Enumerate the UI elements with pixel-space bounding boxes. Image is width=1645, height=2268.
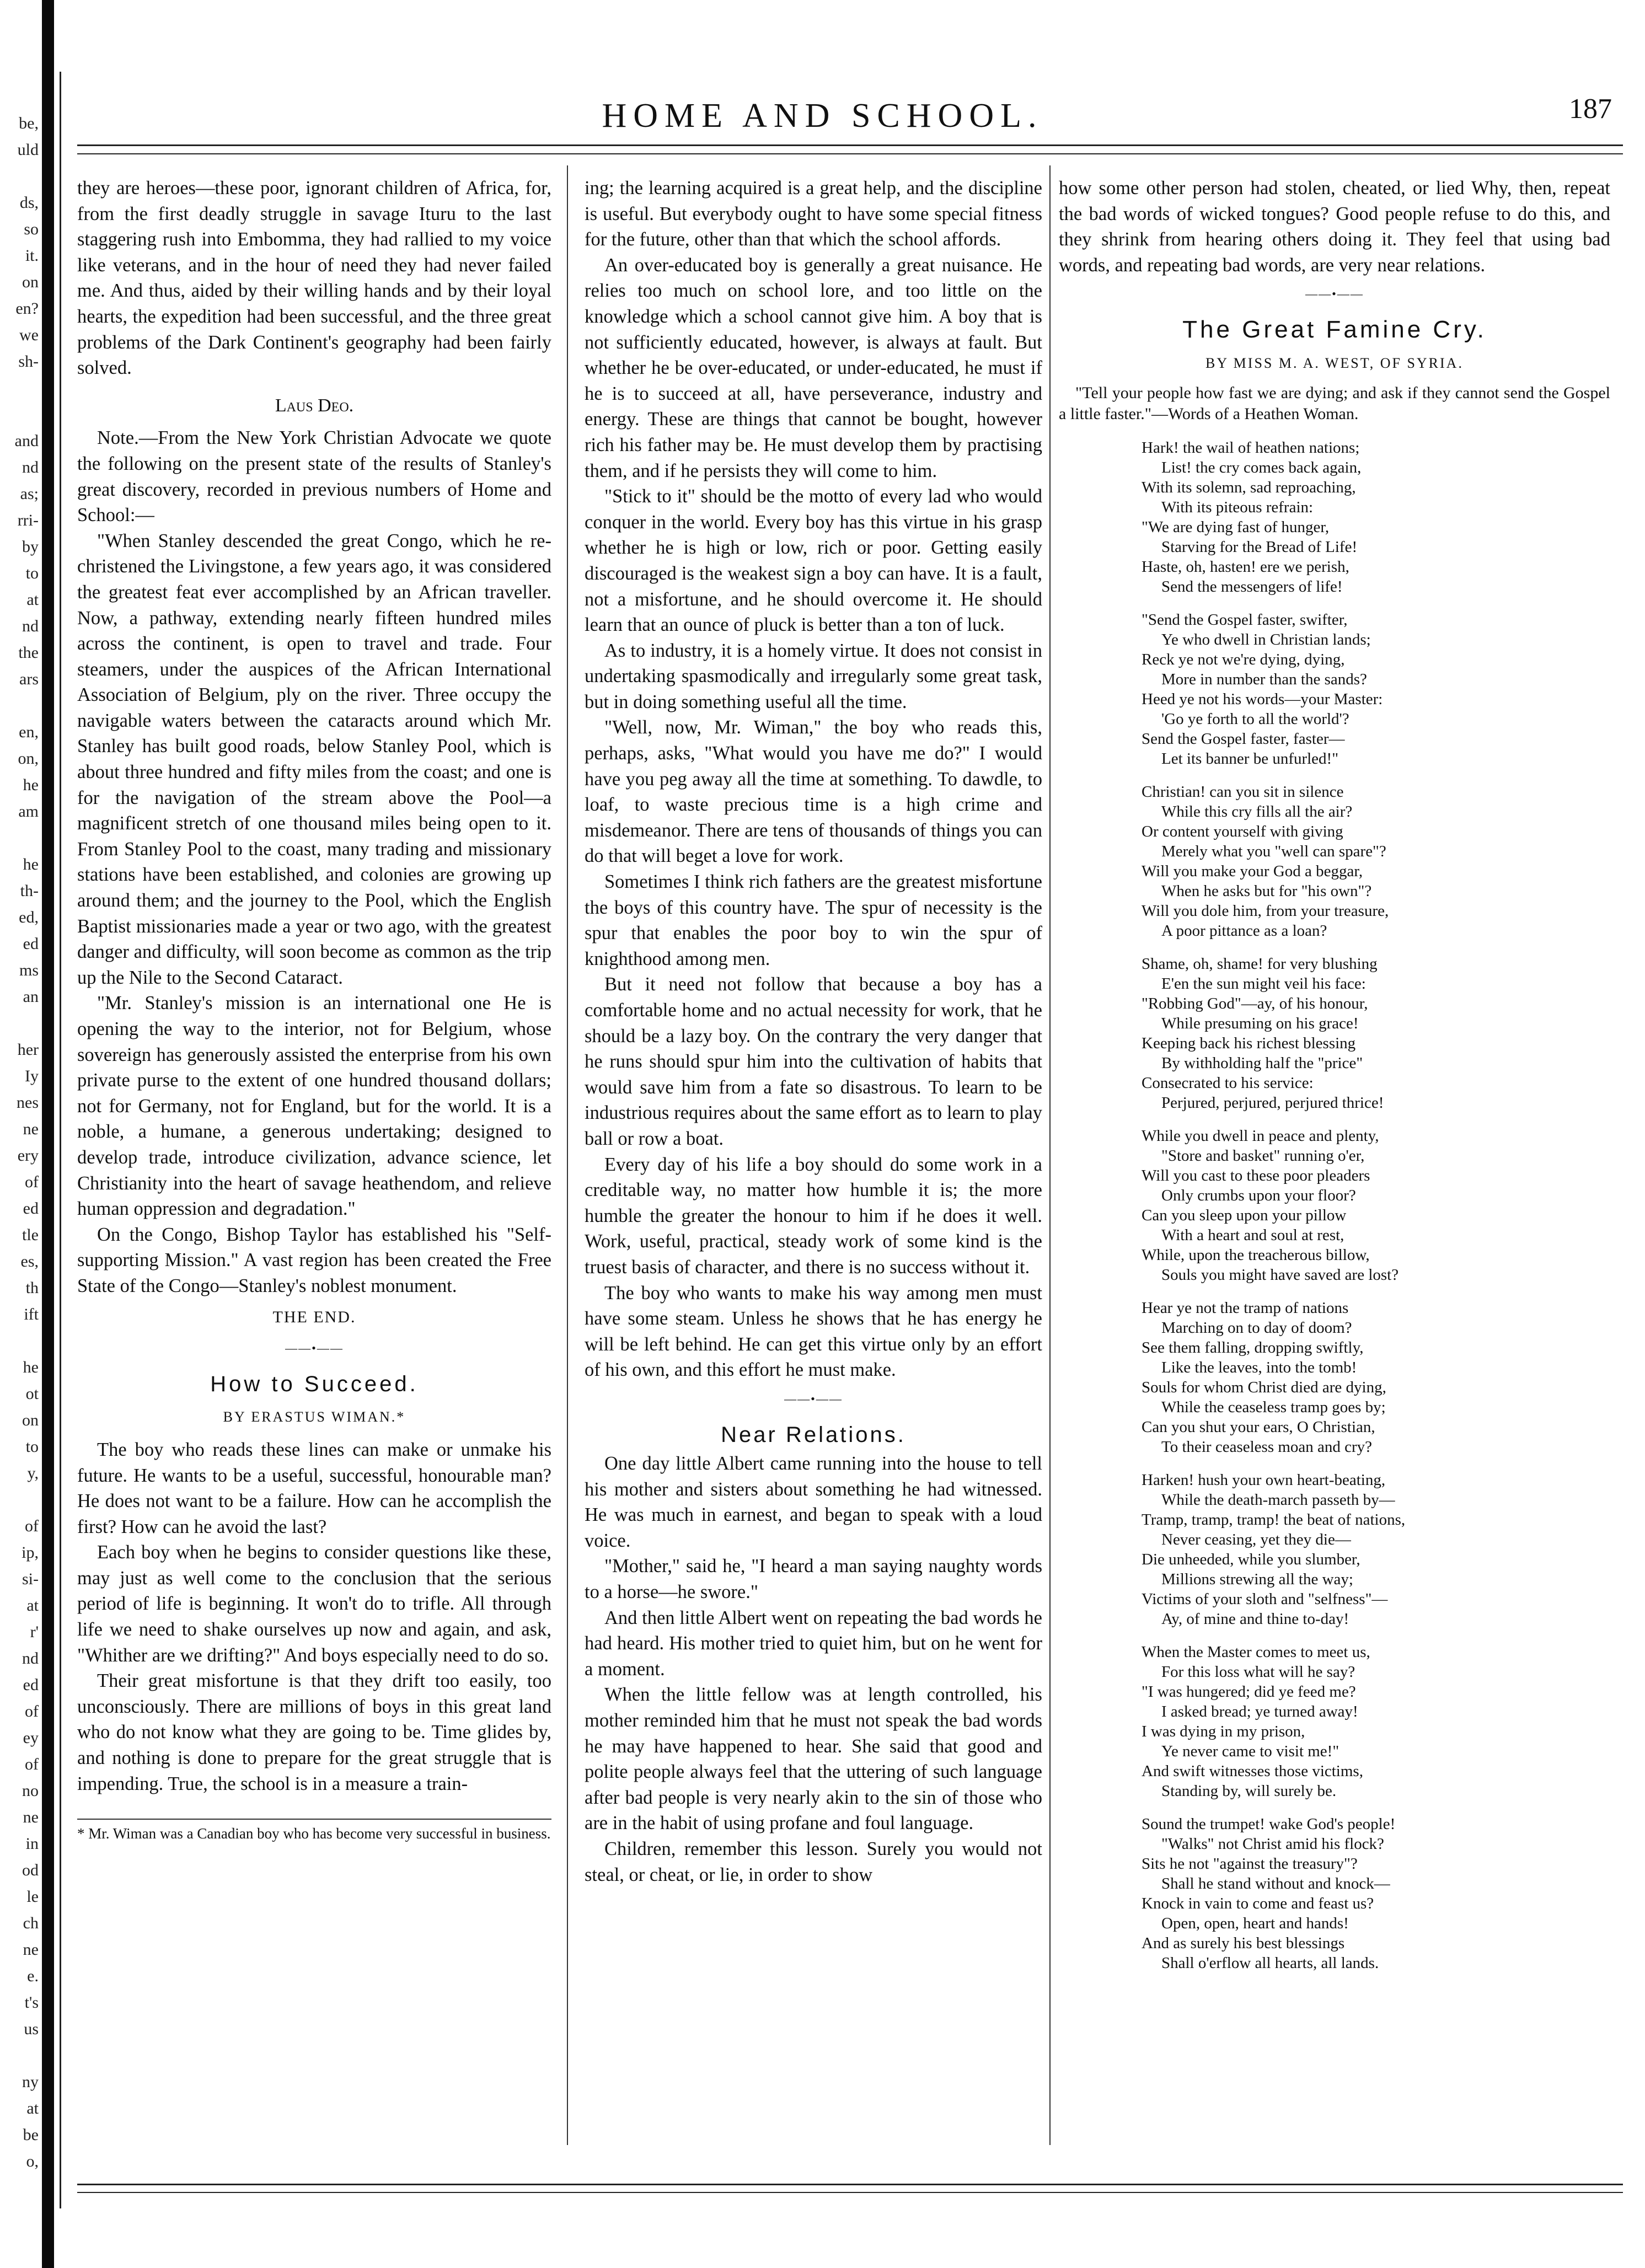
- poem-line: Victims of your sloth and "selfness"—: [1142, 1590, 1388, 1608]
- section-divider: ——•——: [784, 1391, 843, 1406]
- near-paragraph-6: how some other person had stolen, cheated, or lied Why, then, repeat the bad words of wicked tongues? Good people refuse to do this, and they shrink from hearing others doing it. They feel that using bad words, and repeating bad words, are very near relations.: [1059, 178, 1610, 276]
- poem-line: While, upon the treacherous billow,: [1142, 1246, 1370, 1264]
- poem-line: Souls for whom Christ died are dying,: [1142, 1379, 1386, 1397]
- margin-fragment: of: [25, 1702, 39, 1720]
- margin-fragment: nd: [22, 617, 39, 635]
- margin-fragment: an: [23, 988, 39, 1006]
- poem-line: Will you dole him, from your treasure,: [1142, 902, 1389, 920]
- margin-fragment: en?: [15, 299, 39, 318]
- poem-stanza: [1142, 438, 1610, 597]
- succeed-paragraph-8: "Well, now, Mr. Wiman," the boy who reads this, perhaps, asks, "What would you have me do?" I would have you peg away all the time at something. To dawdle, to loaf, to waste precious time is a high crime and misdemeanor. There are tens of thousands of things you can do that will beget a love for work.: [585, 717, 1042, 867]
- margin-fragment: nd: [22, 458, 39, 476]
- succeed-paragraph-9: Sometimes I think rich fathers are the greatest misfortune the boys of this country have. The spur of necessity is the spur that enables the poor boy to win the spur of knighthood among men.: [585, 871, 1042, 969]
- poem-stanza: [1142, 1126, 1610, 1285]
- poem-stanza: [1142, 1642, 1610, 1801]
- margin-fragment: he: [23, 776, 39, 794]
- byline-west: BY MISS M. A. WEST, OF SYRIA.: [1205, 355, 1464, 371]
- margin-fragment: on: [22, 273, 39, 291]
- margin-fragment: ery: [17, 1146, 39, 1165]
- near-paragraph-1: One day little Albert came running into the house to tell his mother and sisters about something he had witnessed. He was much in earnest, and began to speak with a loud voice.: [585, 1453, 1042, 1551]
- poem-line: Haste, oh, hasten! ere we perish,: [1142, 558, 1349, 576]
- margin-fragment: ey: [23, 1729, 39, 1747]
- poem-line: E'en the sun might veil his face:: [1161, 975, 1366, 993]
- poem-line: "I was hungered; did ye feed me?: [1142, 1683, 1356, 1701]
- poem-line: Will you cast to these poor pleaders: [1142, 1167, 1370, 1185]
- margin-fragment: the: [18, 644, 39, 662]
- poem-line: With a heart and soul at rest,: [1161, 1226, 1344, 1245]
- column-divider-2: [1049, 165, 1051, 2145]
- poem-line: Never ceasing, yet they die—: [1161, 1531, 1351, 1549]
- margin-fragment: nd: [22, 1649, 39, 1668]
- article-title-near-relations: Near Relations.: [721, 1422, 906, 1447]
- margin-fragment: [0, 1487, 39, 1513]
- margin-fragment: we: [19, 326, 39, 344]
- poem-line: Send the Gospel faster, faster—: [1142, 730, 1345, 748]
- margin-fragment: of: [25, 1755, 39, 1773]
- poem-line: Ye never came to visit me!": [1161, 1742, 1339, 1761]
- column-1: [77, 175, 551, 1843]
- succeed-paragraph-2: Each boy when he begins to consider questions like these, may just as well come to the conclusion that the serious period of life is beginning. It won't do to trifle. All through life we need to shake ourselves up now and again, and ask, "Whither are we drifting?" And boys especially need to do so.: [77, 1542, 551, 1666]
- poem-line: "Send the Gospel faster, swifter,: [1142, 611, 1348, 629]
- succeed-paragraph-4: ing; the learning acquired is a great help, and the discipline is useful. But everybody ought to have some special fitness for the future, other than that which the school affords.: [585, 178, 1042, 250]
- margin-fragment: th: [25, 1279, 39, 1297]
- margin-fragment: y,: [27, 1464, 39, 1482]
- margin-fragment: [0, 2042, 39, 2069]
- poem-line: Let its banner be unfurled!": [1161, 750, 1339, 768]
- margin-fragment: r': [30, 1623, 39, 1641]
- succeed-paragraph-6: "Stick to it" should be the motto of every lad who would conquer in the world. Every boy has this virtue in his grasp whether he is high or low, rich or poor. Getting easily discouraged is the weakest sign a boy can have. It is a fault, not a misfortune, and he should overcome it. He should learn that an ounce of pluck is better than a ton of luck.: [585, 486, 1042, 636]
- margin-fragment: in: [25, 1835, 39, 1853]
- poem-line: Shall o'erflow all hearts, all lands.: [1161, 1954, 1379, 1972]
- poem-line: Perjured, perjured, perjured thrice!: [1161, 1094, 1384, 1112]
- margin-fragment: es,: [20, 1252, 39, 1270]
- poem-line: Sits he not "against the treasury"?: [1142, 1855, 1358, 1873]
- margin-fragment: ch: [23, 1914, 39, 1932]
- footnote: * Mr. Wiman was a Canadian boy who has become very successful in business.: [77, 1819, 551, 1843]
- poem-line: While presuming on his grace!: [1161, 1015, 1359, 1033]
- poem-line: I was dying in my prison,: [1142, 1723, 1305, 1741]
- margin-fragment: sh-: [18, 352, 39, 371]
- poem-line: Marching on to day of doom?: [1161, 1319, 1352, 1337]
- margin-fragment: uld: [17, 141, 39, 159]
- stanley-paragraph: they are heroes—these poor, ignorant children of Africa, for, from the first deadly struggle in savage Ituru to the last staggering rush into Embomma, they had rallied to my voice like veterans, and in the hour of need they had never failed me. And thus, aided by their willing hands and by their loyal hearts, the expedition had been successful, and the three great problems of the Dark Continent's geography had been fairly solved.: [77, 178, 551, 379]
- margin-fragment: e.: [27, 1967, 39, 1985]
- advocate-quote-2: "Mr. Stanley's mission is an international one He is opening the way to the interior, not for Belgium, whose sovereign has generously assisted the enterprise from his own private purse to the extent of one hundred thousand dollars; not for Germany, not for England, but for the world. It is a noble, a humane, a generous undertaking; designed to develop trade, introduce civilization, advance science, let Christianity into the heart of savage heathendom, and relieve human oppression and degradation.": [77, 993, 551, 1220]
- poem-line: "Store and basket" running o'er,: [1161, 1147, 1365, 1165]
- poem-line: I asked bread; ye turned away!: [1161, 1703, 1358, 1721]
- margin-fragment: ny: [22, 2073, 39, 2091]
- margin-fragment: ot: [25, 1385, 39, 1403]
- margin-fragment: ne: [23, 1808, 39, 1826]
- poem-line: 'Go ye forth to all the world'?: [1161, 710, 1349, 728]
- margin-fragment: o,: [26, 2152, 39, 2170]
- page-gutter-bar: [42, 0, 54, 2268]
- poem-title-great-famine-cry: The Great Famine Cry.: [1182, 315, 1487, 343]
- poem-line: While this cry fills all the air?: [1161, 803, 1353, 821]
- poem-line: Standing by, will surely be.: [1161, 1782, 1337, 1800]
- near-paragraph-4: When the little fellow was at length controlled, his mother reminded him that he must not speak the bad words he may have happened to hear. She said that good and polite people always feel that the uttering of such language after bad people is very nearly akin to the sin of those who are in the habit of using profane and foul language.: [585, 1684, 1042, 1834]
- margin-fragment: [0, 825, 39, 851]
- poem-line: List! the cry comes back again,: [1161, 459, 1362, 477]
- margin-fragment: be: [23, 2126, 39, 2144]
- margin-fragment: to: [25, 1438, 39, 1456]
- footer-rule-bottom: [77, 2192, 1623, 2193]
- margin-fragment: ed: [23, 1676, 39, 1694]
- poem-line: "Walks" not Christ amid his flock?: [1161, 1835, 1384, 1853]
- column-divider-1: [567, 165, 568, 2145]
- congo-mission-paragraph: On the Congo, Bishop Taylor has established his "Self-supporting Mission." A vast region has been created the Free State of the Congo—Stanley's noblest monument.: [77, 1224, 551, 1296]
- poem-line: Like the leaves, into the tomb!: [1161, 1359, 1357, 1377]
- article-title-how-to-succeed: How to Succeed.: [210, 1371, 419, 1396]
- margin-fragment: rri-: [17, 511, 39, 529]
- poem-line: Consecrated to his service:: [1142, 1074, 1314, 1092]
- poem-line: While you dwell in peace and plenty,: [1142, 1127, 1379, 1145]
- succeed-paragraph-11: Every day of his life a boy should do some work in a creditable way, no matter how humble it is; the more humble the greater the honour to him if he does it well. Work, useful, practical, steady work of some kind is the truest basis of character, and there is no success without it.: [585, 1154, 1042, 1278]
- margin-fragment: by: [22, 538, 39, 556]
- poem-line: And as surely his best blessings: [1142, 1934, 1345, 1953]
- poem-line: With its solemn, sad reproaching,: [1142, 479, 1356, 497]
- poem-line: Knock in vain to come and feast us?: [1142, 1895, 1374, 1913]
- margin-fragment: ift: [24, 1305, 39, 1323]
- poem-line: More in number than the sands?: [1161, 671, 1367, 689]
- margin-fragment: [0, 163, 39, 190]
- margin-fragment: Iy: [25, 1067, 39, 1085]
- margin-fragment: it.: [25, 246, 39, 265]
- poem-line: Only crumbs upon your floor?: [1161, 1187, 1356, 1205]
- poem-line: For this loss what will he say?: [1161, 1663, 1355, 1681]
- poem-line: Open, open, heart and hands!: [1161, 1915, 1349, 1933]
- margin-fragment: [0, 693, 39, 719]
- laus-deo: Laus Deo.: [275, 395, 354, 416]
- the-end-label: THE END.: [272, 1307, 356, 1326]
- poem-line: By withholding half the "price": [1161, 1054, 1363, 1073]
- near-paragraph-5: Children, remember this lesson. Surely you would not steal, or cheat, or lie, in order to show: [585, 1838, 1042, 1885]
- margin-fragment: am: [18, 802, 39, 821]
- near-paragraph-2: "Mother," said he, "I heard a man saying naughty words to a horse—he swore.": [585, 1556, 1042, 1603]
- margin-fragment: ms: [19, 961, 39, 979]
- poem-line: Send the messengers of life!: [1161, 578, 1343, 596]
- poem-line: Sound the trumpet! wake God's people!: [1142, 1815, 1396, 1833]
- poem-line: Keeping back his richest blessing: [1142, 1034, 1356, 1053]
- margin-fragment: and: [14, 432, 39, 450]
- poem-stanza: [1142, 1298, 1610, 1457]
- page-number: 187: [1569, 93, 1612, 125]
- poem-line: Die unheeded, while you slumber,: [1142, 1551, 1360, 1569]
- margin-fragment: ne: [23, 1940, 39, 1959]
- margin-fragment: t's: [24, 1993, 39, 2012]
- margin-fragment: en,: [19, 723, 39, 741]
- poem-line: Harken! hush your own heart-beating,: [1142, 1471, 1386, 1489]
- margin-fragment: so: [24, 220, 39, 238]
- margin-fragment: ne: [23, 1120, 39, 1138]
- poem-body: [1142, 438, 1610, 1973]
- succeed-paragraph-10: But it need not follow that because a boy has a comfortable home and no actual necessity for work, that he should be a lazy boy. On the contrary the very danger that he runs should spur him into the cultivation of habits that would save him from a fate so disastrous. To learn to be industrious requires about the same effort as to learn to play ball or row a boat.: [585, 974, 1042, 1149]
- poem-line: Shame, oh, shame! for very blushing: [1142, 955, 1378, 973]
- byline-wiman: BY ERASTUS WIMAN.*: [223, 1409, 406, 1425]
- near-paragraph-3: And then little Albert went on repeating the bad words he had heard. His mother tried to quiet him, but on he went for a moment.: [585, 1607, 1042, 1680]
- poem-line: Ay, of mine and thine to-day!: [1161, 1610, 1349, 1628]
- margin-fragment: [0, 375, 39, 401]
- margin-fragment: od: [22, 1861, 39, 1879]
- margin-fragment: he: [23, 1358, 39, 1376]
- margin-fragment: [0, 401, 39, 428]
- margin-fragment: ars: [19, 670, 39, 688]
- poem-line: Can you shut your ears, O Christian,: [1142, 1418, 1375, 1436]
- poem-line: Or content yourself with giving: [1142, 823, 1343, 841]
- footer-rule-top: [77, 2184, 1623, 2185]
- previous-page-margin-text: [0, 110, 39, 2175]
- margin-fragment: on: [22, 1411, 39, 1429]
- poem-line: Merely what you "well can spare"?: [1161, 843, 1386, 861]
- poem-line: Tramp, tramp, tramp! the beat of nations,: [1142, 1511, 1406, 1529]
- poem-line: Millions strewing all the way;: [1161, 1570, 1353, 1589]
- editor-note: Note.—From the New York Christian Advocate we quote the following on the present state of the results of Stanley's great discovery, recorded in previous numbers of Home and School:—: [77, 427, 551, 526]
- poem-line: While the death-march passeth by—: [1161, 1491, 1395, 1509]
- margin-fragment: ed: [23, 935, 39, 953]
- margin-fragment: le: [26, 1888, 39, 1906]
- poem-stanza: [1142, 954, 1610, 1113]
- poem-line: Shall he stand without and knock—: [1161, 1875, 1390, 1893]
- column-3: [1059, 175, 1610, 1986]
- margin-fragment: he: [23, 855, 39, 873]
- margin-fragment: nes: [17, 1093, 39, 1112]
- poem-line: When he asks but for "his own"?: [1161, 882, 1372, 900]
- margin-fragment: [0, 1328, 39, 1354]
- poem-line: Hear ye not the tramp of nations: [1142, 1299, 1349, 1317]
- poem-line: Can you sleep upon your pillow: [1142, 1207, 1347, 1225]
- margin-fragment: to: [25, 564, 39, 582]
- header-rule-bottom: [77, 153, 1623, 154]
- margin-fragment: at: [26, 591, 39, 609]
- poem-line: Hark! the wail of heathen nations;: [1142, 439, 1360, 457]
- poem-line: Reck ye not we're dying, dying,: [1142, 651, 1345, 669]
- margin-fragment: th-: [20, 882, 39, 900]
- margin-fragment: at: [26, 1596, 39, 1615]
- poem-line: And swift witnesses those victims,: [1142, 1762, 1363, 1781]
- margin-fragment: [0, 1010, 39, 1037]
- poem-line: See them falling, dropping swiftly,: [1142, 1339, 1364, 1357]
- poem-line: Christian! can you sit in silence: [1142, 783, 1344, 801]
- running-header-title: HOME AND SCHOOL.: [602, 97, 1043, 135]
- poem-line: "We are dying fast of hunger,: [1142, 518, 1330, 537]
- poem-line: Starving for the Bread of Life!: [1161, 538, 1358, 556]
- section-divider: ——•——: [285, 1341, 344, 1355]
- poem-line: Souls you might have saved are lost?: [1161, 1266, 1399, 1284]
- section-divider: ——•——: [1305, 287, 1364, 301]
- header-rule-top: [77, 144, 1623, 146]
- poem-stanza: [1142, 782, 1610, 941]
- poem-line: Heed ye not his words—your Master:: [1142, 690, 1383, 709]
- poem-line: To their ceaseless moan and cry?: [1161, 1438, 1373, 1456]
- succeed-paragraph-5: An over-educated boy is generally a great nuisance. He relies too much on school lore, and too little on the knowledge which a school cannot give him. A boy that is not sufficiently educated, however, is always at fault. But whether he be over-educated, or under-educated, he must if he is to succeed at all, have perseverance, industry and energy. These are things that cannot be bought, however rich his father may be. He must develop them by practising them, and if he persists they will come to him.: [585, 254, 1042, 481]
- poem-stanza: [1142, 1470, 1610, 1629]
- margin-fragment: ed,: [19, 908, 39, 926]
- poem-line: "Robbing God"—ay, of his honour,: [1142, 995, 1368, 1013]
- margin-fragment: her: [17, 1041, 39, 1059]
- margin-fragment: no: [22, 1782, 39, 1800]
- poem-line: While the ceaseless tramp goes by;: [1161, 1398, 1386, 1417]
- margin-fragment: be,: [19, 114, 39, 132]
- margin-fragment: as;: [20, 485, 39, 503]
- margin-fragment: si-: [22, 1570, 39, 1588]
- poem-line: With its piteous refrain:: [1161, 498, 1314, 517]
- poem-line: Ye who dwell in Christian lands;: [1161, 631, 1371, 649]
- margin-fragment: of: [25, 1517, 39, 1535]
- poem-line: When the Master comes to meet us,: [1142, 1643, 1370, 1661]
- poem-line: Will you make your God a beggar,: [1142, 862, 1363, 881]
- margin-fragment: ed: [23, 1199, 39, 1218]
- poem-stanza: [1142, 1814, 1610, 1973]
- margin-fragment: us: [24, 2020, 39, 2038]
- advocate-quote-1: "When Stanley descended the great Congo, which he re-christened the Livingstone, a few years ago, it was considered the greatest feat ever accomplished by an African traveller. Now, a pathway, extending nearly fifteen hundred miles across the continent, is open to travel and trade. Four steamers, under the auspices of the African International Association of Belgium, ply on the river. Three occupy the navigable waters between the cataracts around which Mr. Stanley has built good roads, below Stanley Pool, which is about three hundred and fifty miles from the coast; and one is for the navigation of the stream above the Pool—a magnificent stretch of one thousand miles being open to it. From Stanley Pool to the coast, many trading and missionary stations have been established, and colonies are growing up around them; and the journey to the Pool, which the English Baptist missionaries made a year or two ago, with the greatest danger and difficulty, will soon become as common as the trip up the Nile to the Second Cataract.: [77, 530, 551, 988]
- poem-stanza: [1142, 610, 1610, 769]
- margin-fragment: tle: [22, 1226, 39, 1244]
- margin-fragment: at: [26, 2099, 39, 2117]
- poem-line: A poor pittance as a loan?: [1161, 922, 1327, 940]
- margin-fragment: on,: [18, 749, 39, 768]
- poem-epigraph: "Tell your people how fast we are dying; and ask if they cannot send the Gospel a little faster."—Words of a Heathen Woman.: [1059, 384, 1610, 423]
- margin-fragment: of: [25, 1173, 39, 1191]
- succeed-paragraph-1: The boy who reads these lines can make or unmake his future. He wants to be a useful, successful, honourable man? He does not want to be a failure. How can he accomplish the first? How can he avoid the last?: [77, 1439, 551, 1537]
- column-2: [585, 175, 1042, 1888]
- margin-fragment: ip,: [22, 1543, 39, 1562]
- succeed-paragraph-3: Their great misfortune is that they drift too easily, too unconsciously. There are millions of boys in this great land who do not know what they are going to be. Time glides by, and nothing is done to prepare for the great struggle that is impending. True, the school is in a measure a train-: [77, 1670, 551, 1794]
- margin-fragment: ds,: [19, 194, 39, 212]
- succeed-paragraph-7: As to industry, it is a homely virtue. It does not consist in undertaking spasmodically and irregularly some great task, but in doing something useful all the time.: [585, 640, 1042, 712]
- succeed-paragraph-12: The boy who wants to make his way among men must have some steam. Unless he shows that he has energy he will be left behind. He can get this virtue only by an effort of his own, and this effort he must make.: [585, 1282, 1042, 1381]
